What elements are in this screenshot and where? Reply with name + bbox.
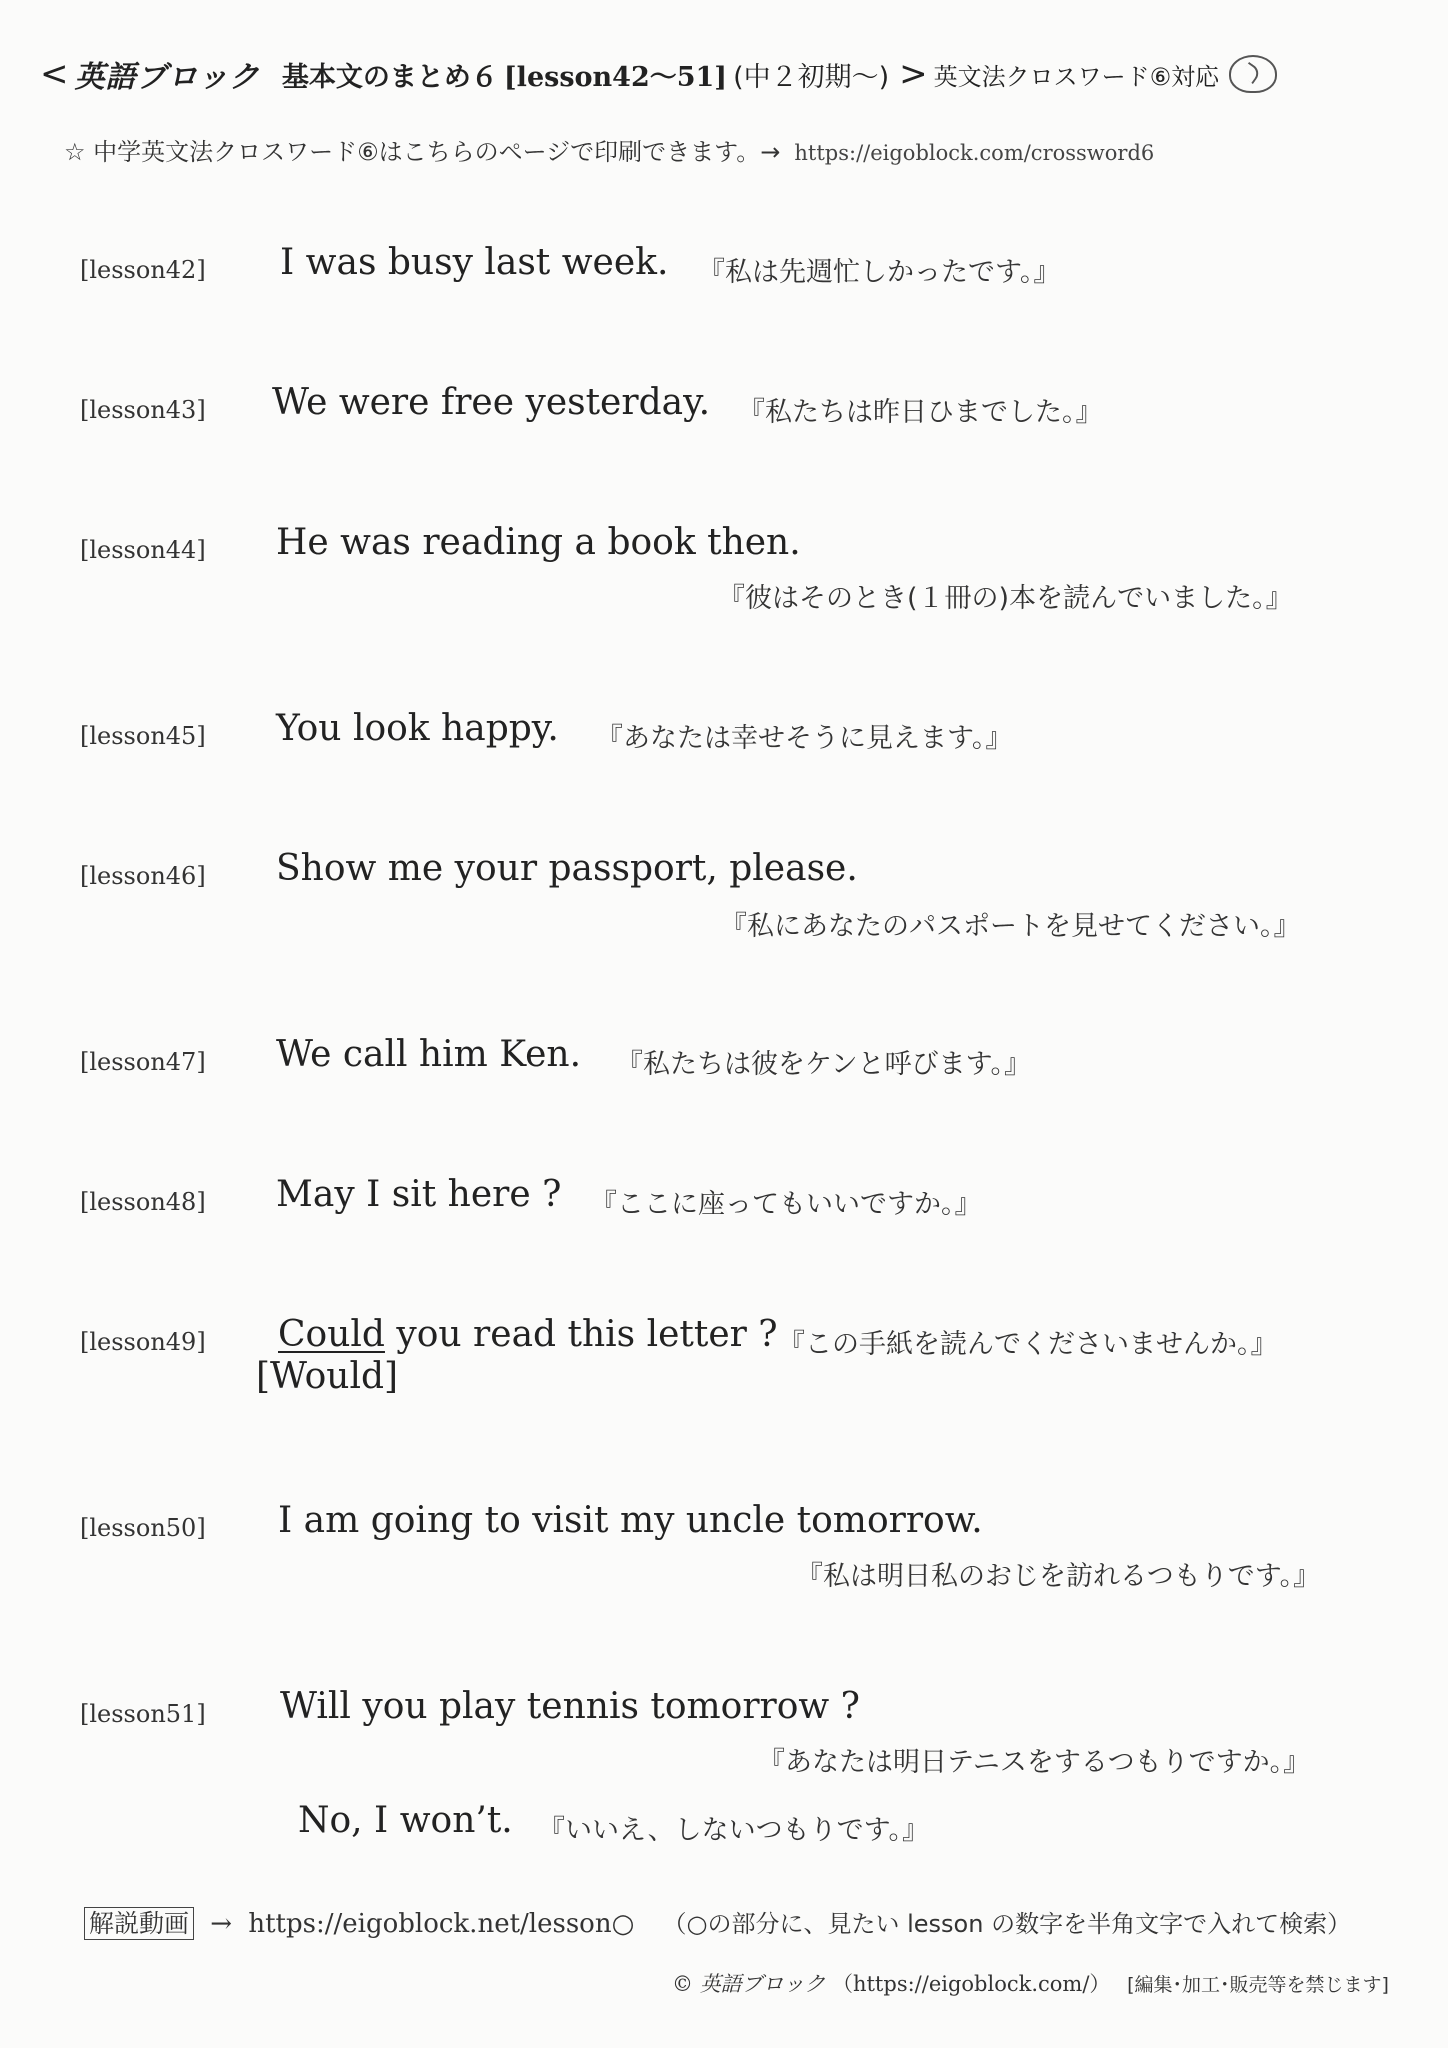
japanese-translation: 『あなたは幸せそうに見えます。』: [596, 723, 1013, 754]
lesson-tag: [lesson45]: [80, 722, 206, 750]
video-note: （○の部分に、見たい lesson の数字を半角文字で入れて検索）: [662, 1910, 1352, 1938]
english-sentence: Show me your passport, please.: [276, 848, 858, 889]
japanese-translation: 『私は明日私のおじを訪れるつもりです。』: [796, 1561, 1321, 1592]
japanese-translation: 『彼はそのとき(１冊の)本を読んでいました。』: [718, 583, 1293, 614]
lesson-tag: [lesson42]: [80, 256, 206, 284]
answer-sentence: No, I won’t.: [298, 1800, 513, 1841]
copyright-url[interactable]: （https://eigoblock.com/）: [831, 1972, 1111, 1996]
logo: 英語ブロック: [74, 60, 260, 95]
english-sentence: [278, 1314, 778, 1355]
english-sentence: I am going to visit my uncle tomorrow.: [278, 1500, 983, 1541]
sentence-rest: you read this letter ?: [384, 1314, 778, 1355]
copyright-brand: 英語ブロック: [699, 1972, 826, 1996]
copyright-symbol: ©: [672, 1972, 693, 1996]
english-sentence: We were free yesterday.: [272, 382, 711, 423]
print-notice: [64, 132, 1154, 167]
lesson-tag: [lesson48]: [80, 1188, 206, 1216]
japanese-translation: 『私は先週忙しかったです。』: [698, 257, 1061, 288]
japanese-translation: 『私たちは彼をケンと呼びます。』: [616, 1049, 1031, 1080]
notice-text: ☆ 中学英文法クロスワード⑥はこちらのページで印刷できます。→: [64, 138, 781, 166]
rights-notice: [編集･加工･販売等を禁じます]: [1127, 1974, 1389, 1996]
close-bracket: >: [899, 54, 928, 94]
japanese-translation: 『私にあなたのパスポートを見せてください。』: [720, 911, 1301, 942]
open-bracket: <: [40, 54, 69, 94]
lesson-range: [lesson42〜51]: [503, 61, 728, 93]
lesson-tag: [lesson50]: [80, 1514, 206, 1542]
crossword-label: 英文法クロスワード⑥対応: [933, 62, 1220, 91]
video-footer: [84, 1904, 1351, 1940]
japanese-translation: 『ここに座ってもいいですか。』: [590, 1189, 982, 1220]
copyright: [672, 1968, 1389, 1998]
video-link[interactable]: https://eigoblock.net/lesson○: [248, 1909, 635, 1939]
lesson-tag: [lesson49]: [80, 1328, 206, 1356]
page-header: [40, 52, 1277, 96]
alternative-word: [Would]: [256, 1356, 399, 1397]
lesson-tag: [lesson46]: [80, 862, 206, 890]
grade-level: (中２初期〜): [733, 61, 890, 93]
video-label: 解説動画: [84, 1907, 194, 1940]
english-sentence: He was reading a book then.: [276, 522, 801, 563]
lesson-tag: [lesson43]: [80, 396, 206, 424]
english-sentence: You look happy.: [276, 708, 559, 749]
lesson-tag: [lesson44]: [80, 536, 206, 564]
english-sentence: May I sit here ?: [276, 1174, 562, 1215]
lesson-tag: [lesson51]: [80, 1700, 206, 1728]
japanese-translation: 『あなたは明日テニスをするつもりですか。』: [758, 1747, 1311, 1778]
english-sentence: I was busy last week.: [280, 242, 669, 283]
smiley-face-icon: [1229, 55, 1277, 93]
japanese-translation: 『私たちは昨日ひまでした。』: [738, 397, 1103, 428]
underlined-word: Could: [278, 1314, 385, 1355]
crossword-link[interactable]: https://eigoblock.com/crossword6: [794, 141, 1155, 165]
japanese-translation: 『この手紙を読んでくださいませんか。』: [778, 1329, 1278, 1360]
lesson-tag: [lesson47]: [80, 1048, 206, 1076]
answer-translation: 『いいえ、しないつもりです。』: [538, 1815, 929, 1846]
page-title: 基本文のまとめ６: [281, 61, 498, 93]
english-sentence: Will you play tennis tomorrow ?: [280, 1686, 860, 1727]
english-sentence: We call him Ken.: [276, 1034, 582, 1075]
arrow: →: [210, 1909, 233, 1939]
